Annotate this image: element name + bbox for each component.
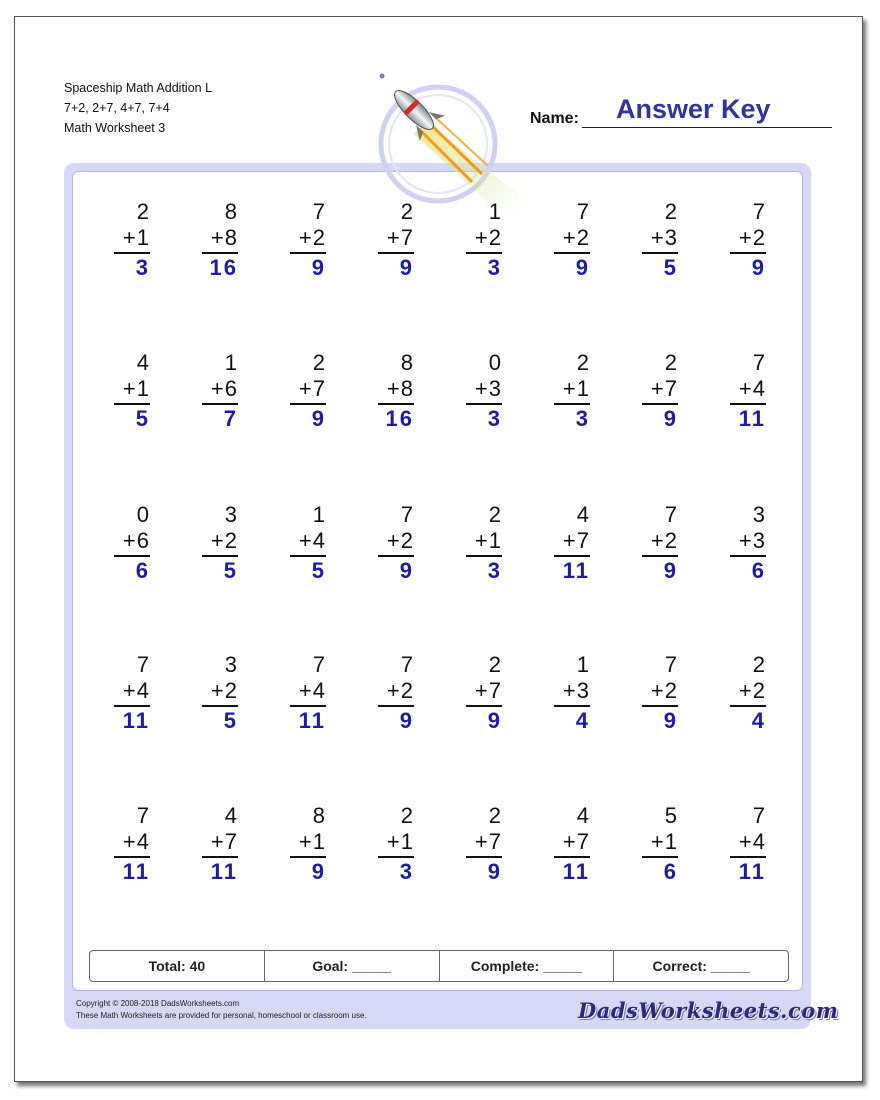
- problem: [273, 652, 343, 735]
- addend-bottom: +1: [386, 829, 414, 854]
- addend-bottom: +2: [210, 528, 238, 553]
- score-bar: [89, 950, 789, 982]
- addend-top: 3: [224, 502, 238, 527]
- problem: [97, 502, 167, 585]
- addend-bottom: +6: [122, 528, 150, 553]
- problem-frame: [64, 163, 811, 1029]
- answer: 9: [399, 708, 414, 733]
- addend-top: 1: [576, 652, 590, 677]
- problem: [449, 803, 519, 886]
- answer-key-text: Answer Key: [616, 94, 771, 124]
- problem: [361, 199, 431, 282]
- problem: [713, 350, 783, 433]
- addend-bottom: +2: [738, 225, 766, 250]
- answer: 9: [311, 859, 326, 884]
- addend-bottom: +2: [474, 225, 502, 250]
- addend-top: 2: [752, 652, 766, 677]
- answer: 4: [575, 708, 590, 733]
- correct-cell[interactable]: Correct: _____: [652, 958, 750, 974]
- answer: 9: [663, 558, 678, 583]
- answer: 11: [298, 708, 326, 733]
- problem: [625, 350, 695, 433]
- goal-cell[interactable]: Goal: _____: [265, 951, 440, 981]
- addend-top: 7: [312, 652, 326, 677]
- addend-bottom: +6: [210, 376, 238, 401]
- answer: 11: [210, 859, 238, 884]
- addend-bottom: +3: [562, 678, 590, 703]
- addend-bottom: +7: [650, 376, 678, 401]
- problem: [625, 652, 695, 735]
- addend-top: 2: [664, 350, 678, 375]
- addend-bottom: +1: [122, 376, 150, 401]
- addend-top: 7: [136, 803, 150, 828]
- addend-top: 7: [576, 199, 590, 224]
- addend-bottom: +7: [562, 829, 590, 854]
- answer: 6: [135, 558, 150, 583]
- problem: [537, 350, 607, 433]
- answer: 3: [135, 255, 150, 280]
- addend-top: 7: [136, 652, 150, 677]
- addend-bottom: +4: [122, 829, 150, 854]
- addend-bottom: +2: [210, 678, 238, 703]
- addend-bottom: +1: [122, 225, 150, 250]
- worksheet-title: Spaceship Math Addition L: [64, 81, 213, 95]
- addend-top: 4: [576, 803, 590, 828]
- addend-bottom: +4: [738, 829, 766, 854]
- addend-top: 8: [312, 803, 326, 828]
- problem: [449, 350, 519, 433]
- problem: [97, 803, 167, 886]
- answer: 5: [311, 558, 326, 583]
- problem: [185, 502, 255, 585]
- name-label: Name:: [530, 110, 579, 127]
- answer: 6: [663, 859, 678, 884]
- addend-top: 7: [400, 652, 414, 677]
- addend-bottom: +3: [474, 376, 502, 401]
- answer: 16: [385, 406, 414, 431]
- problem: [361, 803, 431, 886]
- addend-bottom: +4: [122, 678, 150, 703]
- rocket-icon: [374, 70, 534, 210]
- addend-top: 5: [664, 803, 678, 828]
- copyright-text: Copyright © 2008-2018 DadsWorksheets.com: [76, 999, 240, 1008]
- problem: [361, 652, 431, 735]
- addend-bottom: +4: [298, 678, 326, 703]
- addend-bottom: +1: [562, 376, 590, 401]
- problem: [625, 803, 695, 886]
- addend-bottom: +2: [386, 528, 414, 553]
- addend-top: 7: [312, 199, 326, 224]
- addend-top: 7: [400, 502, 414, 527]
- answer: 11: [122, 859, 150, 884]
- addend-top: 8: [224, 199, 238, 224]
- answer: 11: [738, 406, 766, 431]
- answer: 16: [209, 255, 238, 280]
- answer: 3: [575, 406, 590, 431]
- addend-bottom: +4: [738, 376, 766, 401]
- answer: 4: [751, 708, 766, 733]
- problem: [537, 652, 607, 735]
- addend-top: 2: [488, 803, 502, 828]
- problem: [185, 350, 255, 433]
- problem: [273, 803, 343, 886]
- addend-top: 0: [488, 350, 502, 375]
- addend-top: 2: [400, 199, 414, 224]
- addend-top: 8: [400, 350, 414, 375]
- addend-top: 4: [224, 803, 238, 828]
- problem: [713, 502, 783, 585]
- worksheet-header: [64, 78, 212, 138]
- answer: 5: [223, 708, 238, 733]
- problem: [713, 803, 783, 886]
- answer: 3: [487, 406, 502, 431]
- answer: 11: [122, 708, 150, 733]
- answer: 9: [399, 558, 414, 583]
- problem: [97, 652, 167, 735]
- addend-top: 7: [752, 803, 766, 828]
- answer: 5: [663, 255, 678, 280]
- addend-top: 2: [400, 803, 414, 828]
- footer-text: [76, 998, 367, 1022]
- addend-bottom: +8: [210, 225, 238, 250]
- addend-bottom: +7: [386, 225, 414, 250]
- addend-top: 3: [752, 502, 766, 527]
- addend-top: 1: [488, 199, 502, 224]
- answer: 9: [487, 859, 502, 884]
- problem: [361, 502, 431, 585]
- addend-bottom: +3: [650, 225, 678, 250]
- answer: 5: [135, 406, 150, 431]
- addend-bottom: +1: [474, 528, 502, 553]
- addend-top: 2: [136, 199, 150, 224]
- answer: 9: [399, 255, 414, 280]
- problem: [361, 350, 431, 433]
- problem: [273, 502, 343, 585]
- problem: [625, 502, 695, 585]
- problem: [449, 502, 519, 585]
- problem: [537, 803, 607, 886]
- addend-bottom: +2: [738, 678, 766, 703]
- addend-top: 0: [136, 502, 150, 527]
- problem: [185, 652, 255, 735]
- addend-bottom: +7: [474, 829, 502, 854]
- addend-top: 2: [488, 502, 502, 527]
- problem: [625, 199, 695, 282]
- addend-top: 2: [312, 350, 326, 375]
- answer: 7: [223, 406, 238, 431]
- name-field[interactable]: [530, 94, 832, 128]
- addend-top: 7: [664, 502, 678, 527]
- addend-top: 1: [224, 350, 238, 375]
- problem: [537, 502, 607, 585]
- problem: [185, 803, 255, 886]
- addend-bottom: +1: [650, 829, 678, 854]
- addend-bottom: +7: [210, 829, 238, 854]
- answer: 9: [663, 708, 678, 733]
- problem: [713, 652, 783, 735]
- answer: 9: [751, 255, 766, 280]
- answer: 11: [738, 859, 766, 884]
- addend-top: 2: [576, 350, 590, 375]
- problem: [97, 350, 167, 433]
- answer: 9: [311, 255, 326, 280]
- addend-bottom: +2: [298, 225, 326, 250]
- problem: [273, 199, 343, 282]
- problem: [185, 199, 255, 282]
- problem: [449, 199, 519, 282]
- addend-bottom: +2: [562, 225, 590, 250]
- addend-bottom: +7: [298, 376, 326, 401]
- worksheet-facts: 7+2, 2+7, 4+7, 7+4: [64, 101, 170, 115]
- addend-top: 2: [664, 199, 678, 224]
- addend-bottom: +2: [386, 678, 414, 703]
- addend-top: 7: [752, 199, 766, 224]
- worksheet-number: Math Worksheet 3: [64, 121, 166, 135]
- problem: [537, 199, 607, 282]
- addend-bottom: +8: [386, 376, 414, 401]
- problem: [97, 199, 167, 282]
- total-cell: Total: 40: [90, 951, 265, 981]
- answer: 9: [575, 255, 590, 280]
- name-underline: [582, 127, 832, 128]
- addend-top: 2: [488, 652, 502, 677]
- answer: 3: [487, 255, 502, 280]
- addend-bottom: +4: [298, 528, 326, 553]
- answer: 3: [399, 859, 414, 884]
- addend-bottom: +7: [562, 528, 590, 553]
- addend-top: 4: [576, 502, 590, 527]
- problem: [273, 350, 343, 433]
- addend-top: 7: [752, 350, 766, 375]
- answer: 5: [223, 558, 238, 583]
- addend-bottom: +2: [650, 678, 678, 703]
- addend-bottom: +3: [738, 528, 766, 553]
- answer: 9: [487, 708, 502, 733]
- answer: 11: [562, 859, 590, 884]
- answer: 11: [562, 558, 590, 583]
- problem: [449, 652, 519, 735]
- addend-top: 3: [224, 652, 238, 677]
- addend-bottom: +2: [650, 528, 678, 553]
- answer: 9: [311, 406, 326, 431]
- answer: 6: [751, 558, 766, 583]
- answer: 3: [487, 558, 502, 583]
- usage-note: These Math Worksheets are provided for personal, homeschool or classroom use.: [76, 1011, 367, 1020]
- problem: [713, 199, 783, 282]
- site-logo: DadsWorksheets.com: [578, 998, 839, 1023]
- addend-top: 1: [312, 502, 326, 527]
- answer: 9: [663, 406, 678, 431]
- addend-bottom: +1: [298, 829, 326, 854]
- complete-cell[interactable]: Complete: _____: [440, 951, 615, 981]
- addend-top: 7: [664, 652, 678, 677]
- addend-top: 4: [136, 350, 150, 375]
- addend-bottom: +7: [474, 678, 502, 703]
